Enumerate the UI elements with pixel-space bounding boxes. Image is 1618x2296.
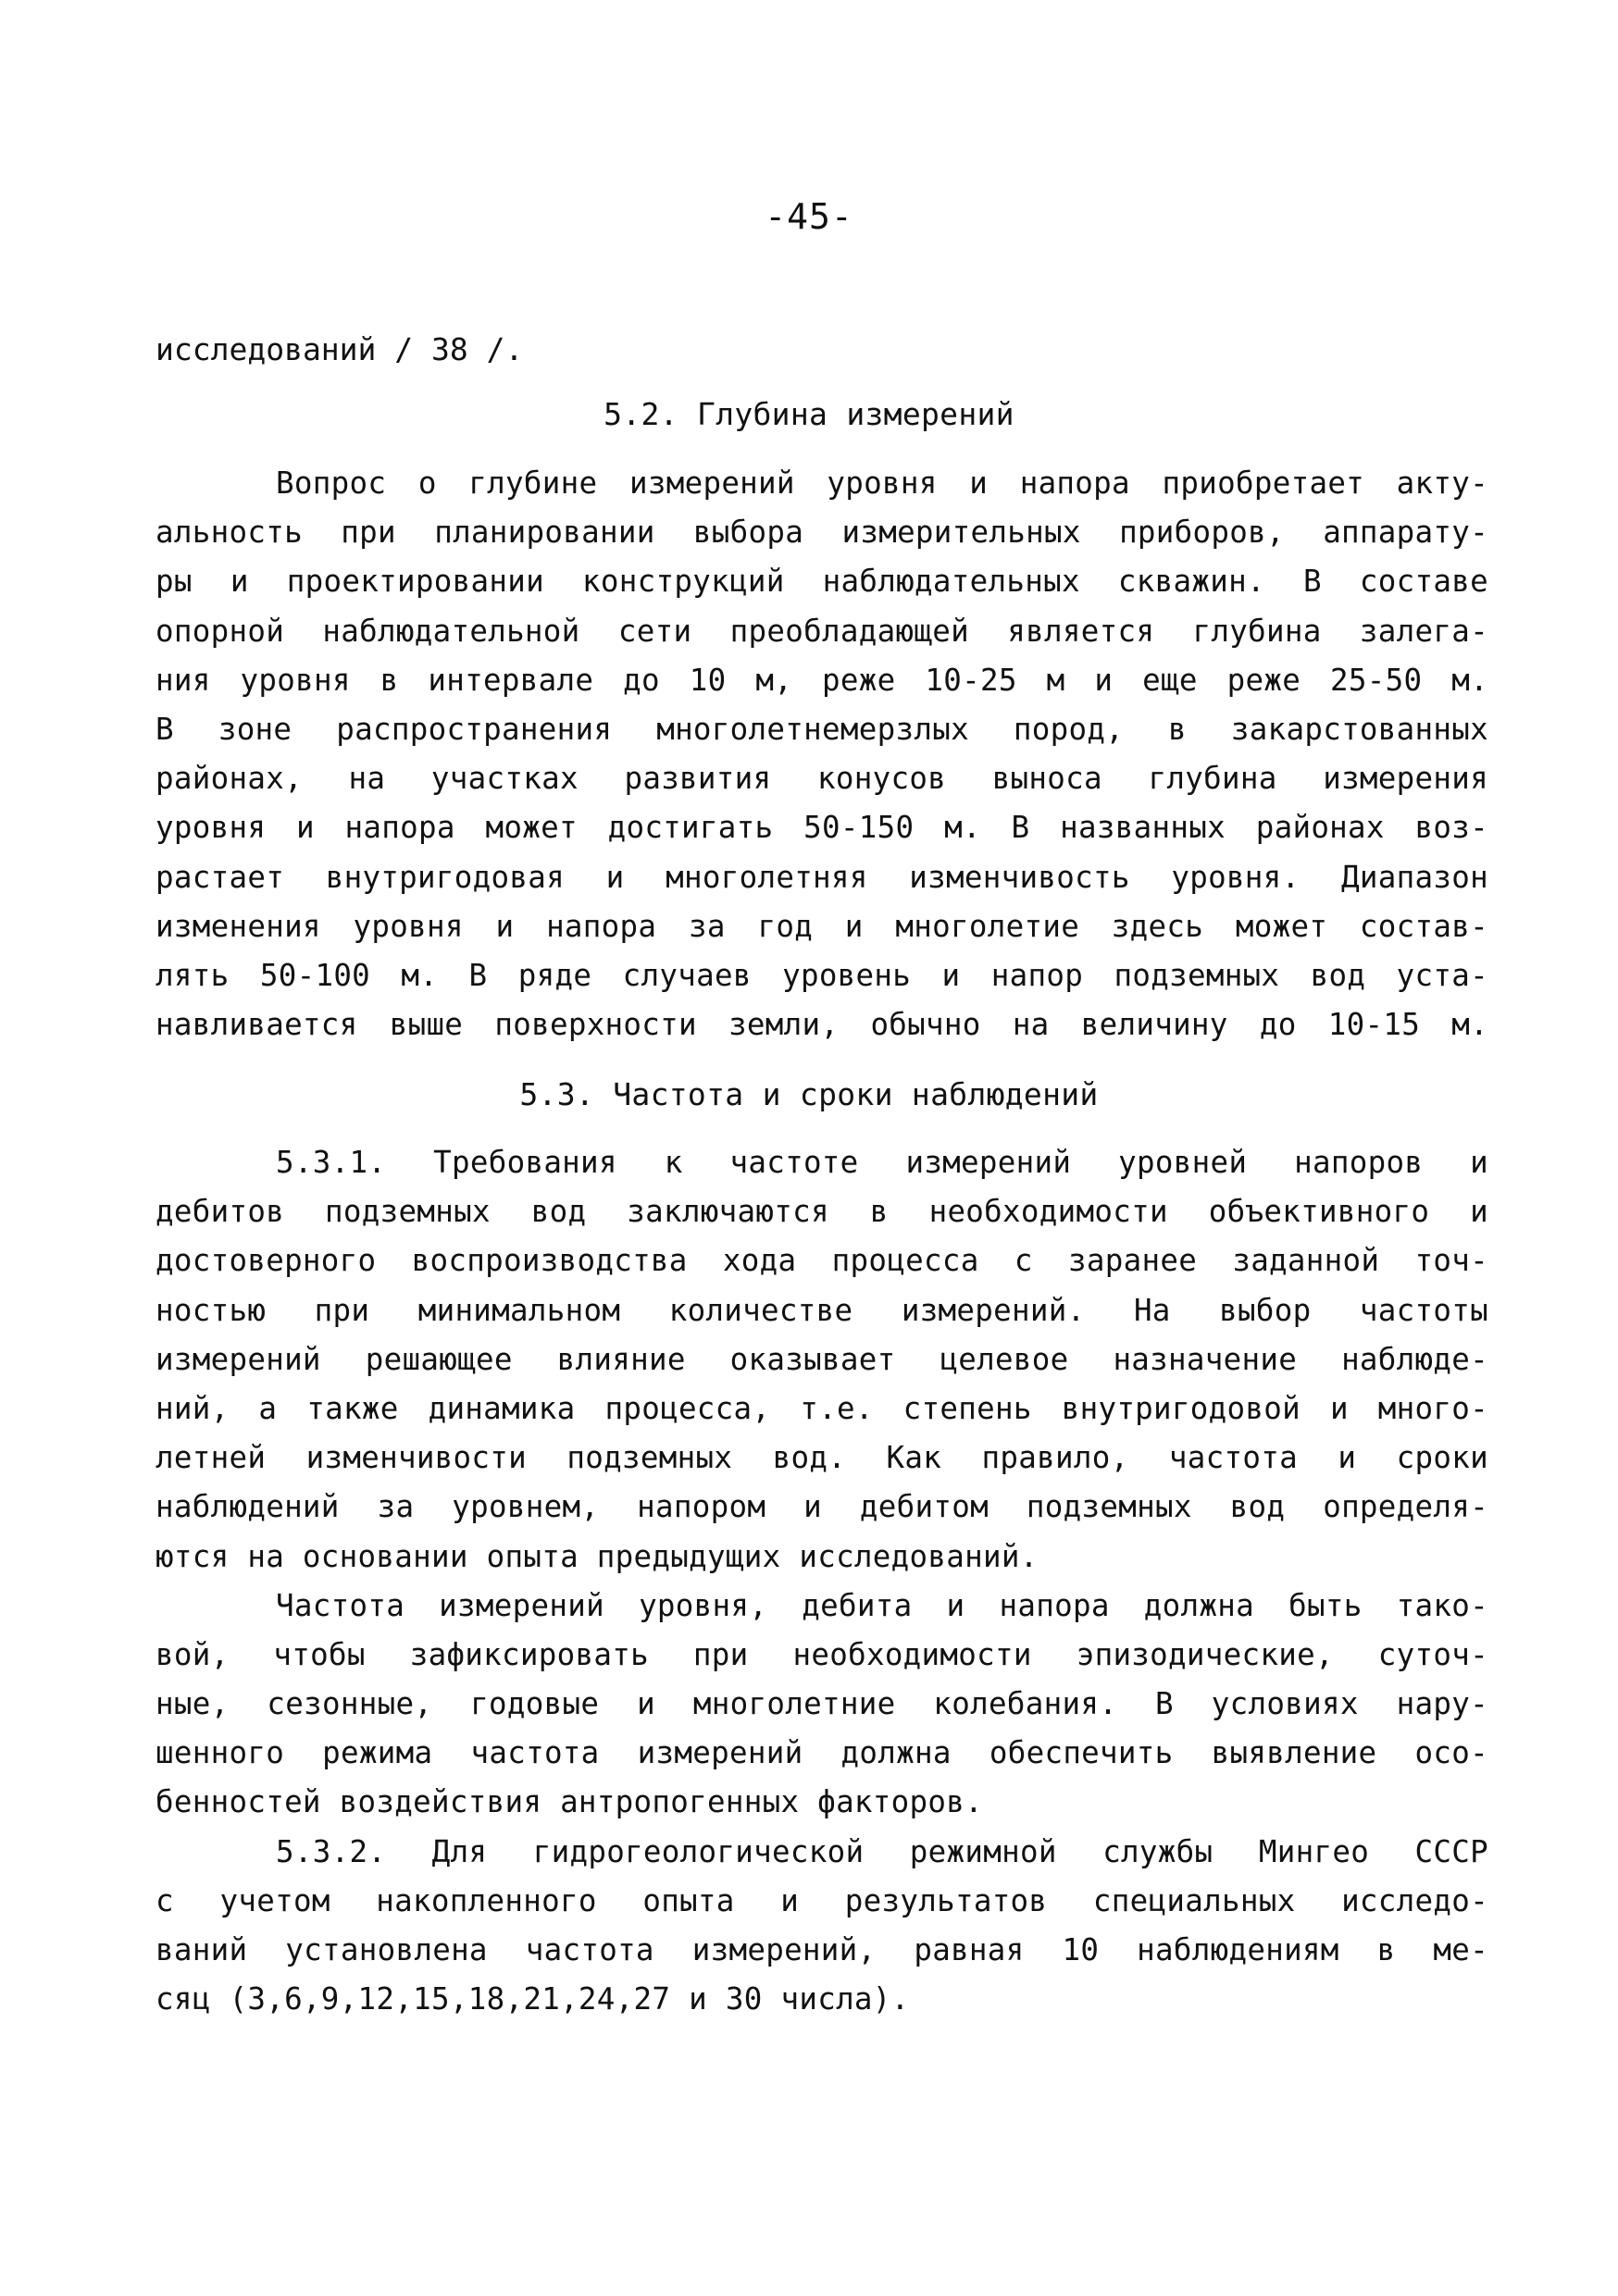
text-line: опорной наблюдательной сети преобладающей является глубина залега- [156,613,1488,649]
text-line: альность при планировании выбора измерительных приборов, аппарату- [156,515,1488,551]
section-5-3-heading: 5.3. Частота и сроки наблюдений [519,1076,1099,1112]
text-line: В зоне распространения многолетнемерзлых пород, в закарстованных [156,711,1488,747]
text-line: ностью при минимальном количестве измерений. На выбор частоты [156,1292,1488,1328]
text-line: изменения уровня и напора за год и многолетие здесь может состав- [156,908,1488,944]
text-line: ные, сезонные, годовые и многолетние колебания. В условиях нару- [156,1686,1488,1722]
text-line: измерений решающее влияние оказывает целевое назначение наблюде- [156,1341,1488,1377]
text-line: с учетом накопленного опыта и результатов специальных исследо- [156,1882,1488,1918]
text-line: ния уровня в интервале до 10 м, реже 10-25 м и еще реже 25-50 м. [156,662,1488,698]
text-line: 5.3.2. Для гидрогеологической режимной службы Мингео СССР [276,1833,1488,1869]
text-line: 5.3.1. Требования к частоте измерений уровней напоров и [276,1145,1488,1180]
page-number: -45- [765,196,853,237]
text-line: уровня и напора может достигать 50-150 м. В названных районах воз- [156,810,1488,846]
text-line: вой, чтобы зафиксировать при необходимости эпизодические, суточ- [156,1636,1488,1672]
text-line: Вопрос о глубине измерений уровня и напора приобретает акту- [276,465,1488,501]
text-line: ются на основании опыта предыдущих исследований. [156,1538,1039,1574]
text-line: дебитов подземных вод заключаются в необходимости объективного и [156,1194,1488,1230]
section-5-2-heading: 5.2. Глубина измерений [604,396,1014,432]
text-line: навливается выше поверхности земли, обычно на величину до 10-15 м. [156,1007,1488,1043]
text-line: наблюдений за уровнем, напором и дебитом подземных вод определя- [156,1489,1488,1525]
text-line: бенностей воздействия антропогенных факторов. [156,1784,983,1820]
text-line: ры и проектировании конструкций наблюдательных скважин. В составе [156,564,1488,600]
text-line: ний, а также динамика процесса, т.е. степень внутригодовой и много- [156,1390,1488,1426]
text-line: достоверного воспроизводства хода процесса с заранее заданной точ- [156,1243,1488,1279]
text-line: Частота измерений уровня, дебита и напора должна быть тако- [276,1587,1488,1623]
text-line: шенного режима частота измерений должна обеспечить выявление осо- [156,1735,1488,1771]
text-line: летней изменчивости подземных вод. Как правило, частота и сроки [156,1440,1488,1476]
continuation-line: исследований / 38 /. [156,331,524,367]
text-line: сяц (3,6,9,12,15,18,21,24,27 и 30 числа). [156,1981,910,2017]
text-line: лять 50-100 м. В ряде случаев уровень и напор подземных вод уста- [156,957,1488,993]
text-line: растает внутригодовая и многолетняя изменчивость уровня. Диапазон [156,859,1488,895]
text-line: районах, на участках развития конусов выноса глубина измерения [156,761,1488,797]
section-5-2-body [156,459,1488,1049]
text-line: ваний установлена частота измерений, равная 10 наблюдениям в ме- [156,1932,1488,1967]
section-5-3-body [156,1138,1488,2024]
